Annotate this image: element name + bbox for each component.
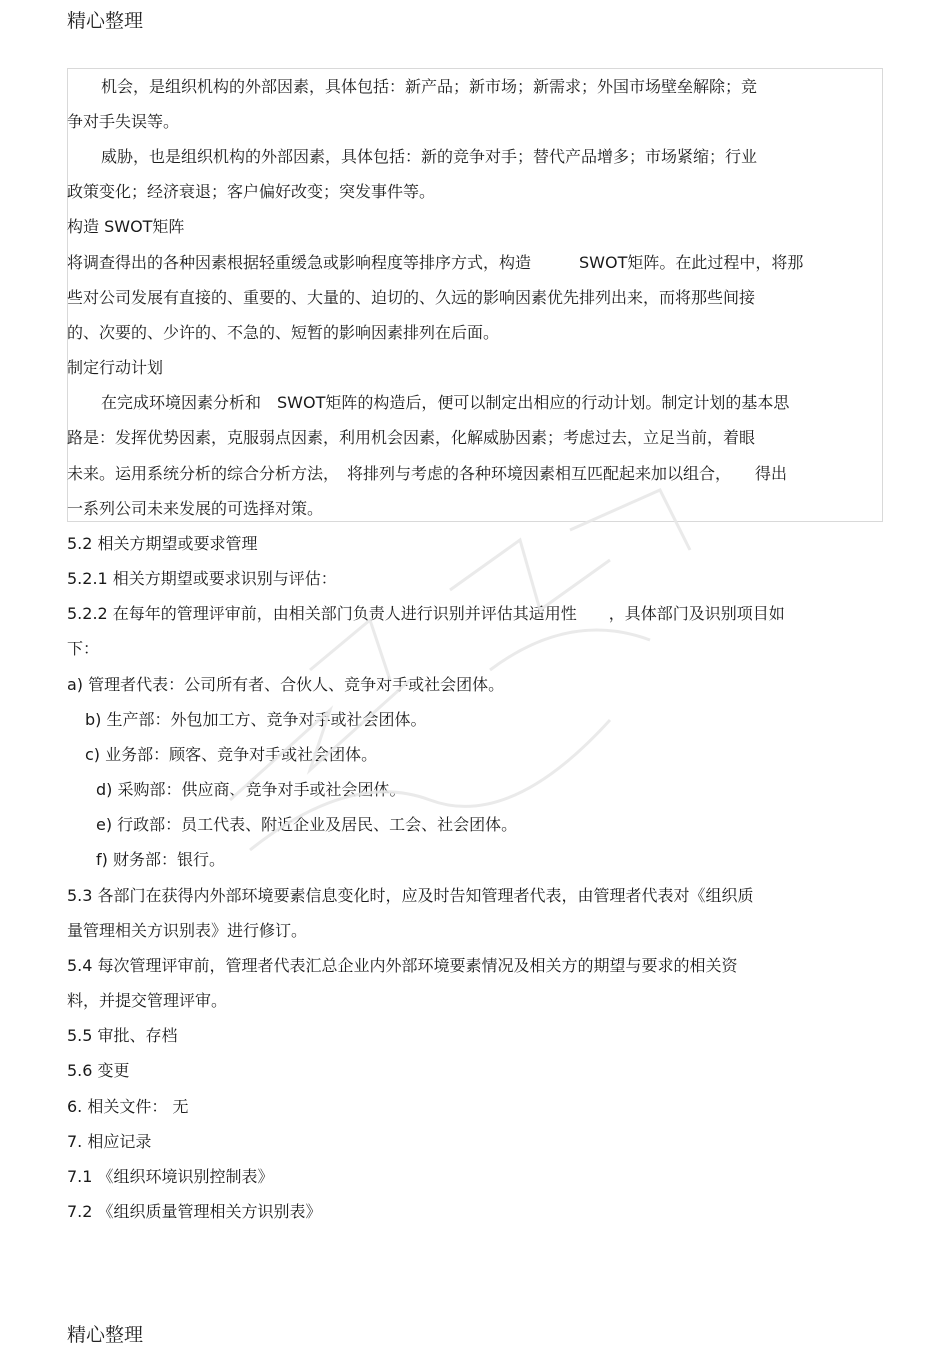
paragraph-line: 下：: [67, 639, 100, 658]
list-item: 7.1 《组织环境识别控制表》: [67, 1167, 274, 1186]
paragraph-line: 路是：发挥优势因素，克服弱点因素，利用机会因素，化解威胁因素；考虑过去，立足当前，着眼: [67, 428, 756, 447]
section-heading: 7. 相应记录: [67, 1132, 152, 1151]
paragraph-line: 量管理相关方识别表》进行修订。: [67, 921, 308, 940]
paragraph-line: 政策变化；经济衰退；客户偏好改变；突发事件等。: [67, 182, 436, 201]
page-footer: 精心整理: [67, 1324, 144, 1346]
list-item: 7.2 《组织质量管理相关方识别表》: [67, 1202, 322, 1221]
list-item: d) 采购部：供应商、竞争对手或社会团体。: [96, 780, 406, 799]
list-item: c) 业务部：顾客、竞争对手或社会团体。: [85, 745, 378, 764]
paragraph-line: 威胁，也是组织机构的外部因素，具体包括：新的竞争对手；替代产品增多；市场紧缩；行业: [101, 147, 758, 166]
paragraph-line: 一系列公司未来发展的可选择对策。: [67, 499, 324, 518]
paragraph-line: 未来。运用系统分析的综合分析方法， 将排列与考虑的各种环境因素相互匹配起来加以组合， 得出: [67, 464, 788, 483]
section-heading: 5.6 变更: [67, 1061, 130, 1080]
section-heading: 5.2 相关方期望或要求管理: [67, 534, 258, 553]
section-heading: 制定行动计划: [67, 358, 164, 377]
paragraph-line: 的、次要的、少许的、不急的、短暂的影响因素排列在后面。: [67, 323, 500, 342]
list-item: f) 财务部：银行。: [96, 850, 225, 869]
paragraph-line: 些对公司发展有直接的、重要的、大量的、迫切的、久远的影响因素优先排列出来，而将那些间接: [67, 288, 756, 307]
paragraph-line: 5.2.2 在每年的管理评审前，由相关部门负责人进行识别并评估其适用性 ，具体部门及识别项目如: [67, 604, 785, 623]
section-heading: 6. 相关文件： 无: [67, 1097, 189, 1116]
page-header: 精心整理: [67, 10, 144, 32]
paragraph-line: 在完成环境因素分析和 SWOT矩阵的构造后，便可以制定出相应的行动计划。制定计划的基本思: [101, 393, 790, 412]
list-item: e) 行政部：员工代表、附近企业及居民、工会、社会团体。: [96, 815, 518, 834]
list-item: a) 管理者代表：公司所有者、合伙人、竞争对手或社会团体。: [67, 675, 505, 694]
paragraph-line: 5.3 各部门在获得内外部环境要素信息变化时，应及时告知管理者代表，由管理者代表对《组织质: [67, 886, 754, 905]
paragraph-line: 料，并提交管理评审。: [67, 991, 228, 1010]
paragraph-line: 争对手失误等。: [67, 112, 180, 131]
section-heading: 构造 SWOT矩阵: [67, 217, 185, 236]
paragraph-line: 机会，是组织机构的外部因素，具体包括：新产品；新市场；新需求；外国市场壁垒解除；竞: [101, 77, 758, 96]
section-heading: 5.5 审批、存档: [67, 1026, 178, 1045]
paragraph-line: 5.4 每次管理评审前，管理者代表汇总企业内外部环境要素情况及相关方的期望与要求的相关资: [67, 956, 738, 975]
paragraph-line: 将调查得出的各种因素根据轻重缓急或影响程度等排序方式，构造 SWOT矩阵。在此过程中，将那: [67, 253, 804, 272]
list-item: b) 生产部：外包加工方、竞争对手或社会团体。: [85, 710, 427, 729]
section-heading: 5.2.1 相关方期望或要求识别与评估：: [67, 569, 337, 588]
